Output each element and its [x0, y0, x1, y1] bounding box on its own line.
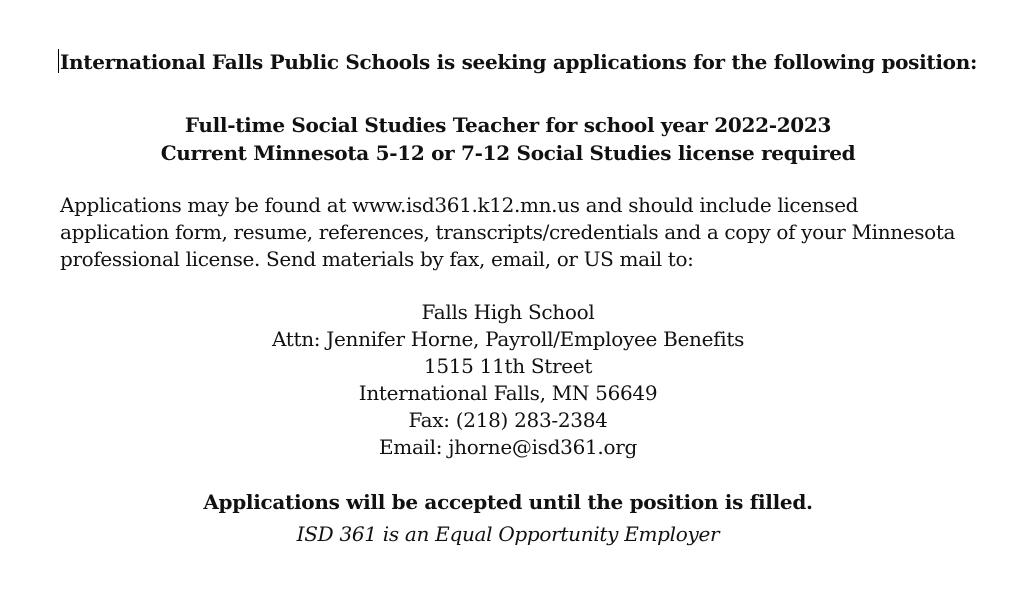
instructions-line: Applications may be found at www.isd361.k12.mn.us and should include licensed — [60, 193, 859, 217]
instructions-line: application form, resume, references, transcripts/credentials and a copy of your Minnesota — [60, 220, 956, 244]
license-requirement: Current Minnesota 5-12 or 7-12 Social Studies license required — [160, 141, 856, 165]
mailing-address — [0, 299, 1016, 461]
text-cursor — [58, 49, 59, 73]
address-city: International Falls, MN 56649 — [358, 381, 658, 405]
address-fax: Fax: (218) 283-2384 — [408, 408, 608, 432]
position-title: Full-time Social Studies Teacher for school year 2022-2023 — [184, 113, 832, 137]
equal-opportunity-statement: ISD 361 is an Equal Opportunity Employer — [296, 522, 720, 546]
address-street: 1515 11th Street — [423, 354, 593, 378]
closing-statement: Applications will be accepted until the position is filled. — [203, 490, 813, 514]
address-email: Email: jhorne@isd361.org — [379, 435, 637, 459]
instructions-line: professional license. Send materials by fax, email, or US mail to: — [60, 247, 694, 271]
intro-heading: International Falls Public Schools is seeking applications for the following position: — [60, 50, 978, 74]
position-title-block — [0, 111, 1016, 167]
address-school: Falls High School — [421, 300, 595, 324]
address-attn: Attn: Jennifer Horne, Payroll/Employee Benefits — [271, 327, 745, 351]
application-instructions — [60, 192, 970, 273]
